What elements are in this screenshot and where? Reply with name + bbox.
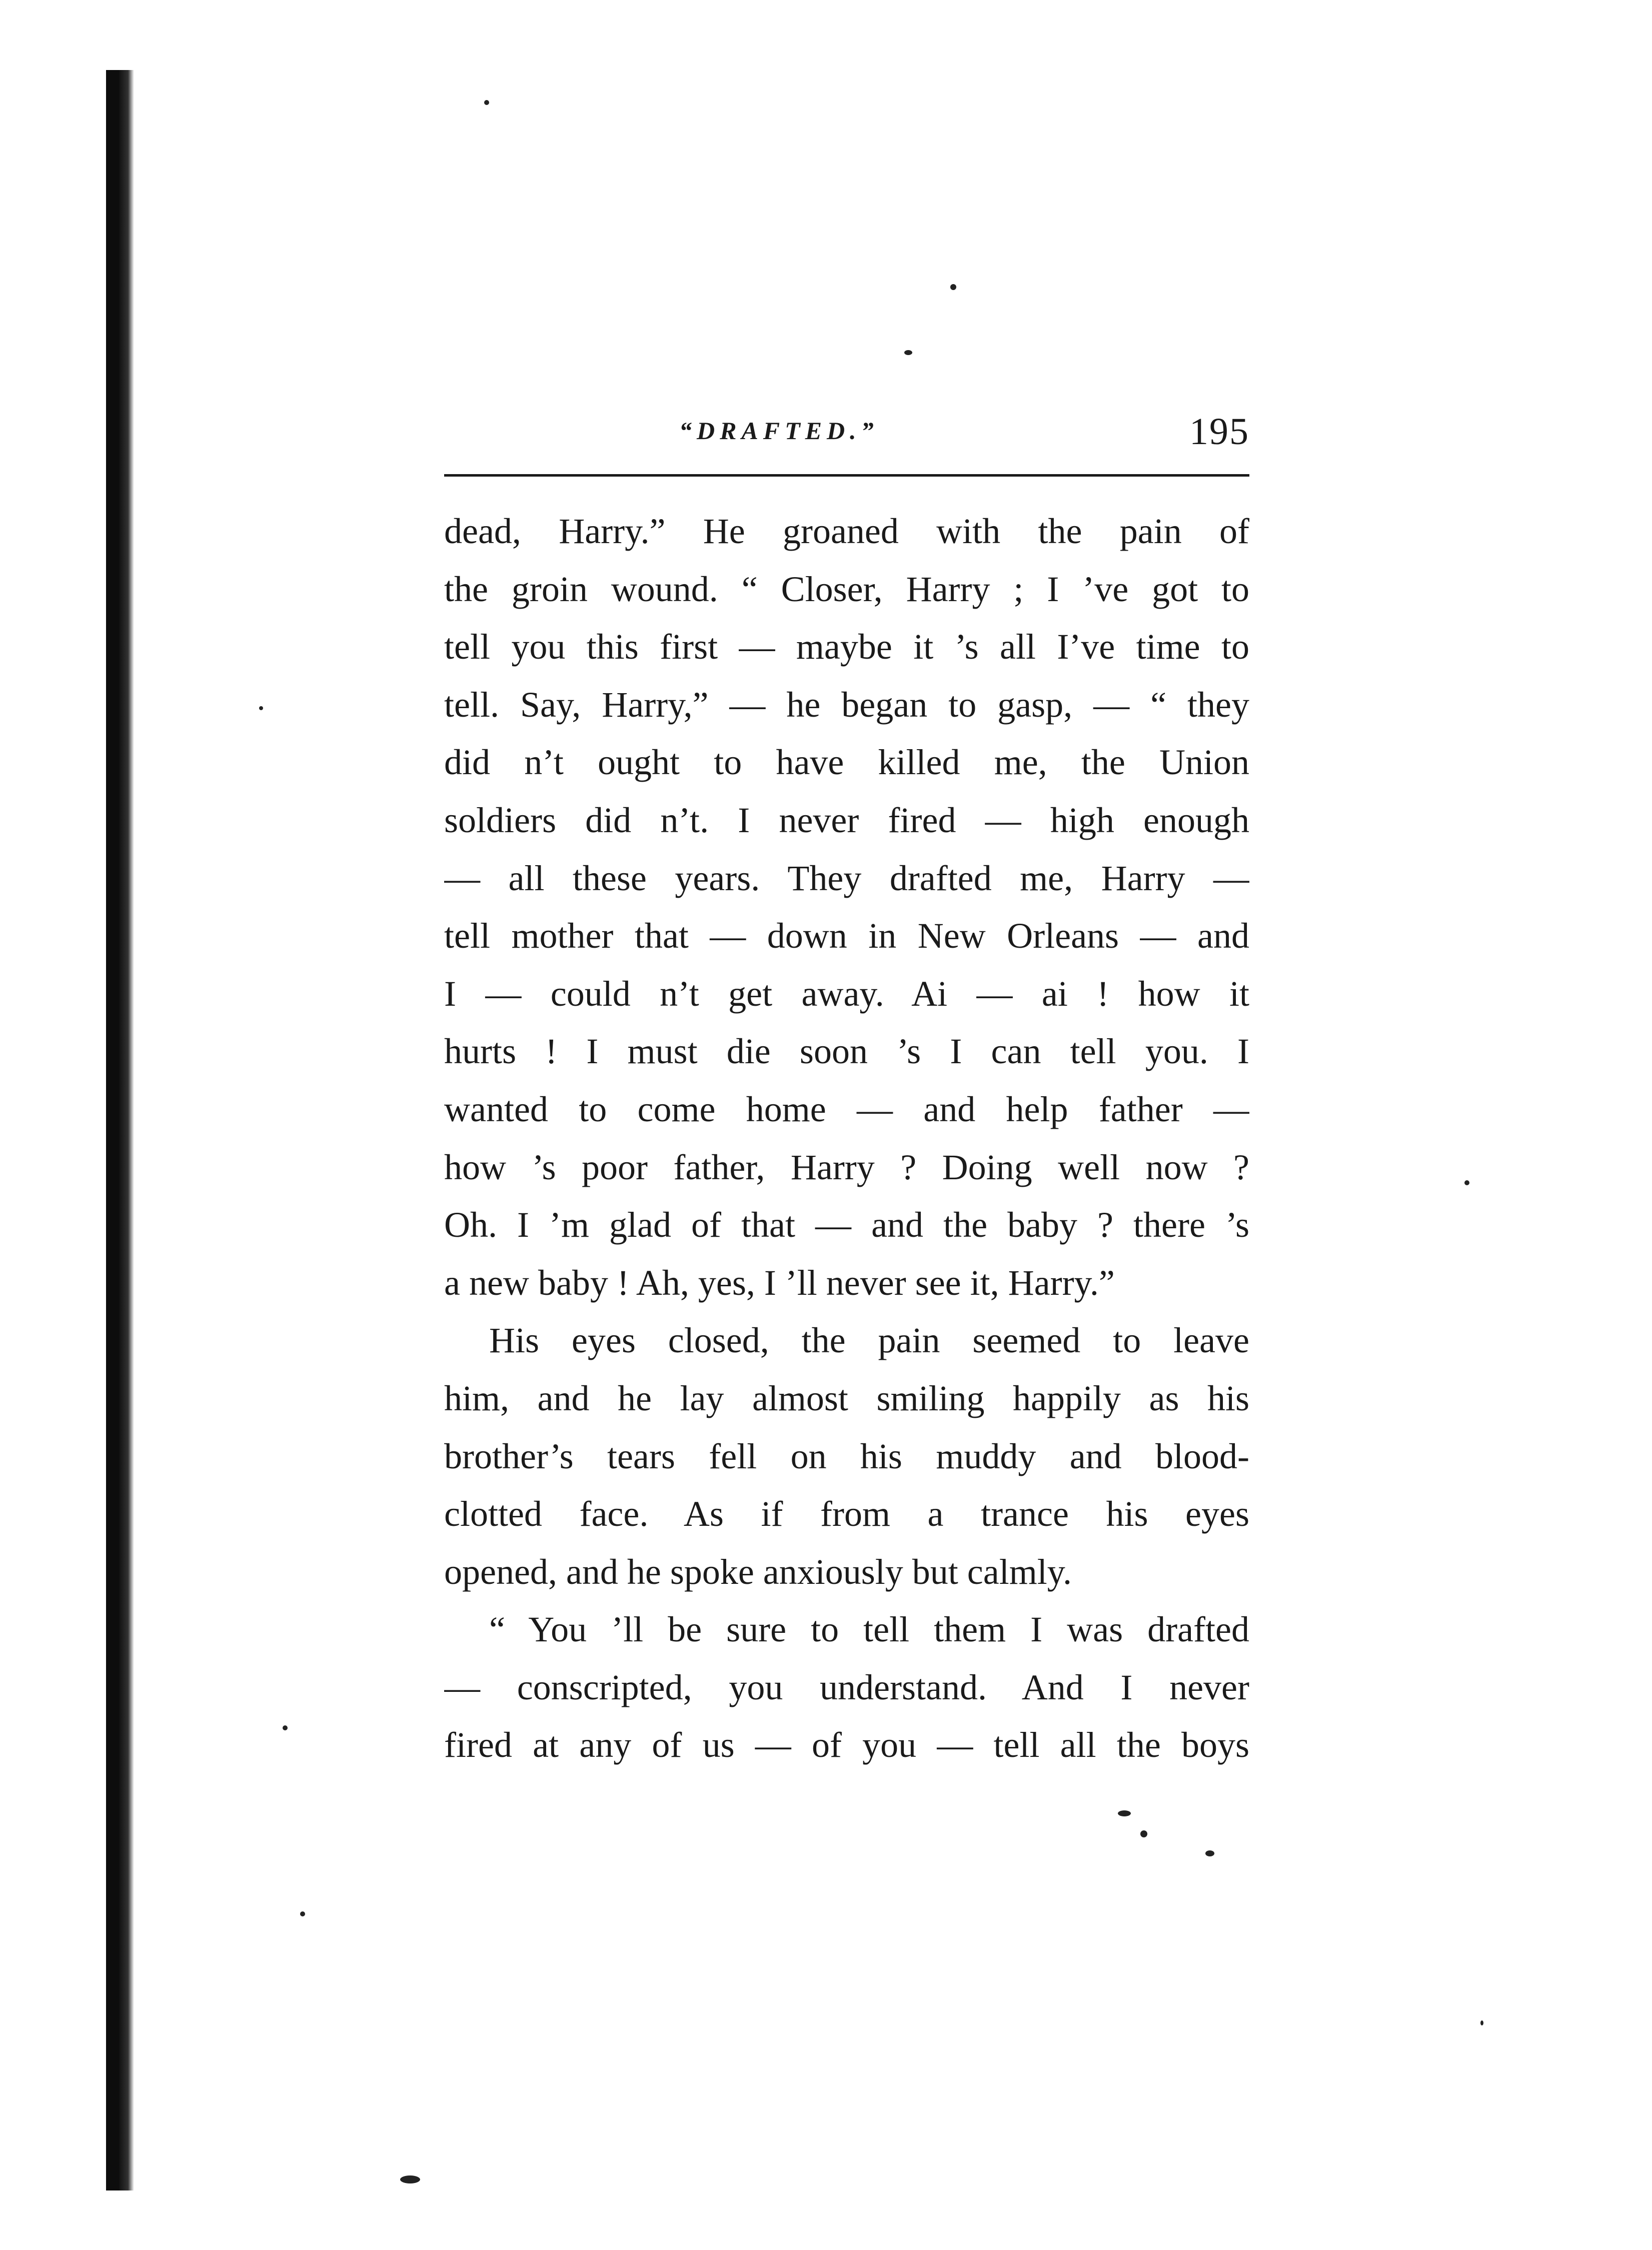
scan-speck bbox=[904, 350, 912, 355]
scan-speck bbox=[950, 284, 956, 290]
text-line: soldiers did n’t. I never fired — high enough bbox=[444, 800, 1249, 840]
page-binding-shadow bbox=[119, 70, 134, 2190]
text-line: dead, Harry.” He groaned with the pain of bbox=[444, 511, 1249, 551]
header-rule bbox=[444, 474, 1249, 477]
scan-speck bbox=[1140, 1830, 1147, 1837]
scan-speck bbox=[1205, 1850, 1214, 1856]
text-line: how ’s poor father, Harry ? Doing well now ? bbox=[444, 1147, 1249, 1187]
text-line: clotted face. As if from a trance his eyes bbox=[444, 1494, 1249, 1534]
text-line: “ You ’ll be sure to tell them I was drafted bbox=[489, 1609, 1249, 1650]
book-page bbox=[444, 0, 1249, 2250]
page-number: 195 bbox=[1189, 411, 1249, 453]
scan-speck bbox=[259, 706, 263, 710]
text-line: tell mother that — down in New Orleans — and bbox=[444, 916, 1249, 956]
text-line: fired at any of us — of you — tell all the boys bbox=[444, 1725, 1249, 1765]
text-line: did n’t ought to have killed me, the Union bbox=[444, 742, 1249, 783]
text-line: I — could n’t get away. Ai — ai ! how it bbox=[444, 973, 1249, 1014]
scan-speck bbox=[283, 1725, 288, 1730]
scan-speck bbox=[300, 1911, 305, 1916]
text-line: opened, and he spoke anxiously but calmly. bbox=[444, 1551, 1072, 1592]
running-head bbox=[444, 410, 1249, 465]
text-line: brother’s tears fell on his muddy and blood- bbox=[444, 1436, 1249, 1476]
body-text bbox=[444, 503, 1249, 1774]
text-line: wanted to come home — and help father — bbox=[444, 1089, 1249, 1129]
text-line: His eyes closed, the pain seemed to leave bbox=[489, 1320, 1249, 1361]
text-line: — all these years. They drafted me, Harry — bbox=[444, 858, 1249, 898]
text-line: Oh. I ’m glad of that — and the baby ? there ’s bbox=[444, 1205, 1249, 1245]
text-line: him, and he lay almost smiling happily as his bbox=[444, 1378, 1249, 1418]
text-line: hurts ! I must die soon ’s I can tell you. I bbox=[444, 1031, 1249, 1072]
text-line: — conscripted, you understand. And I never bbox=[444, 1667, 1249, 1707]
running-title: “DRAFTED.” bbox=[679, 417, 879, 445]
scan-speck bbox=[1480, 2020, 1483, 2025]
text-line: tell you this first — maybe it ’s all I’ve time to bbox=[444, 627, 1249, 667]
scan-speck bbox=[1118, 1810, 1131, 1816]
scan-speck bbox=[484, 100, 489, 105]
text-line: tell. Say, Harry,” — he began to gasp, — “ they bbox=[444, 684, 1249, 725]
scan-speck bbox=[1464, 1180, 1469, 1185]
scan-speck bbox=[400, 2175, 420, 2183]
text-line: a new baby ! Ah, yes, I ’ll never see it, Harry.” bbox=[444, 1262, 1115, 1303]
text-line: the groin wound. “ Closer, Harry ; I ’ve got to bbox=[444, 569, 1249, 609]
